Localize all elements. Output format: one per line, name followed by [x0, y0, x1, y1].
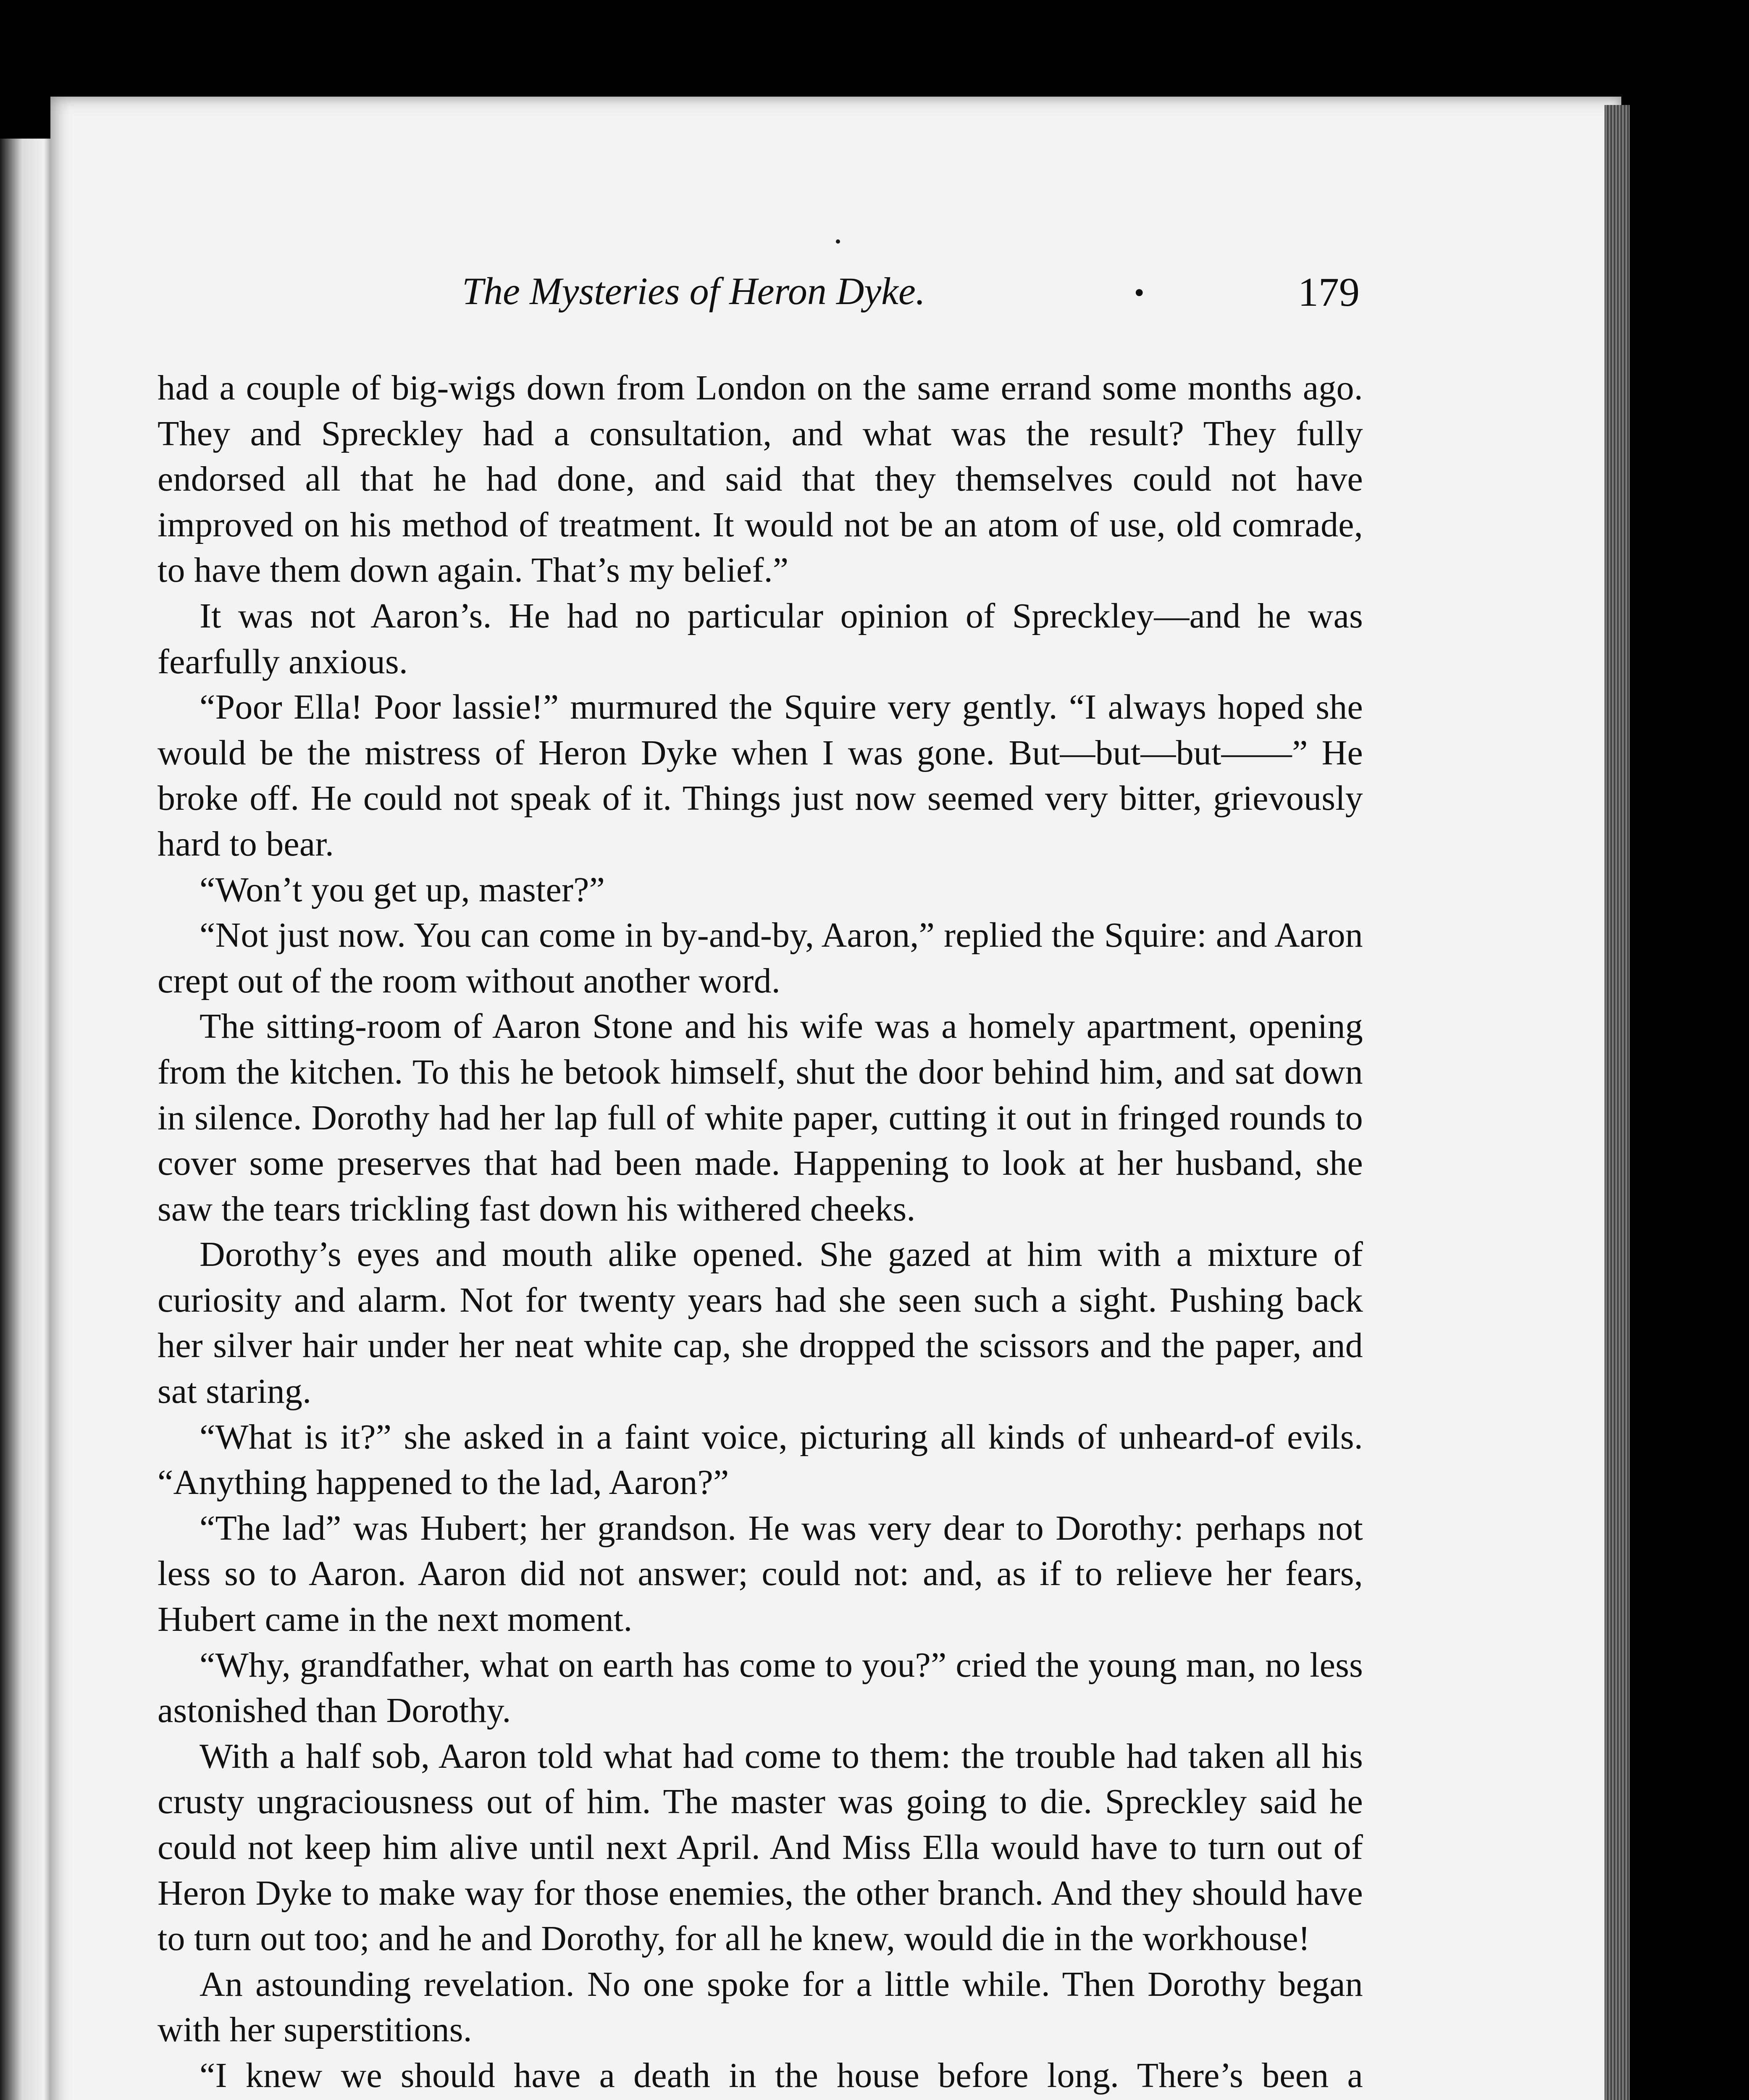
paragraph: “I knew we should have a death in the house before long. There’s been a	[200, 2055, 1363, 2095]
paragraph: “The lad” was Hubert; her grandson. He was very dear to Dorothy: perhaps not less so to Aaron. Aaron did not answer; could not: and, as if to relieve her fears, Hubert came in the next moment.	[158, 1508, 1363, 1639]
paragraph: It was not Aaron’s. He had no particular opinion of Spreckley—and he was fearfully anxious.	[158, 596, 1363, 681]
paragraph: had a couple of big-wigs down from London on the same errand some months ago. They and Spreckley had a consultation, and what was the result? They fully endorsed all that he had done, and said that they themselves could not have improved on his method of treatment. It would not be an atom of use, old comrade, to have them down again. That’s my belief.”	[158, 368, 1363, 590]
print-speck	[836, 239, 840, 244]
right-page-stack	[1605, 105, 1630, 2100]
header-dot: •	[1134, 277, 1145, 309]
paragraph: “Why, grandfather, what on earth has come to you?” cried the young man, no less astonished than Dorothy.	[158, 1645, 1363, 1730]
running-title: The Mysteries of Heron Dyke.	[462, 270, 925, 312]
paragraph: “What is it?” she asked in a faint voice, picturing all kinds of unheard-of evils. “Anything happened to the lad, Aaron?”	[158, 1417, 1363, 1502]
body-text	[158, 365, 1363, 2100]
paragraph: “Not just now. You can come in by-and-by, Aaron,” replied the Squire: and Aaron crept out of the room without another word.	[158, 916, 1363, 1000]
paragraph: With a half sob, Aaron told what had come to them: the trouble had taken all his crusty ungraciousness out of him. The master was going to die. Spreckley said he could not keep him alive until next April. And Miss Ella would have to turn out of Heron Dyke to make way for those enemies, the other branch. And they should have to turn out too; and he and Dorothy, for all he knew, would die in the workhouse!	[158, 1736, 1363, 1958]
paragraph: Dorothy’s eyes and mouth alike opened. She gazed at him with a mixture of curiosity and alarm. Not for twenty years had she seen such a sight. Pushing back her silver hair under her neat white cap, she dropped the scissors and the paper, and sat staring.	[158, 1235, 1363, 1411]
paragraph: “Won’t you get up, master?”	[200, 870, 605, 909]
running-header	[407, 269, 1483, 340]
page-number: 179	[1298, 270, 1360, 315]
paragraph: An astounding revelation. No one spoke for a little while. Then Dorothy began with her superstitions.	[158, 1964, 1363, 2050]
paragraph: “Poor Ella! Poor lassie!” murmured the Squire very gently. “I always hoped she would be the mistress of Heron Dyke when I was gone. But—but—but——” He broke off. He could not speak of it. Things just now seemed very bitter, grievously hard to bear.	[158, 688, 1363, 864]
paragraph: The sitting-room of Aaron Stone and his wife was a homely apartment, opening from the kitchen. To this he betook himself, shut the door behind him, and sat down in silence. Dorothy had her lap full of white paper, cutting it out in fringed rounds to cover some preserves that had been made. Happening to look at her husband, she saw the tears trickling fast down his withered cheeks.	[158, 1007, 1363, 1228]
